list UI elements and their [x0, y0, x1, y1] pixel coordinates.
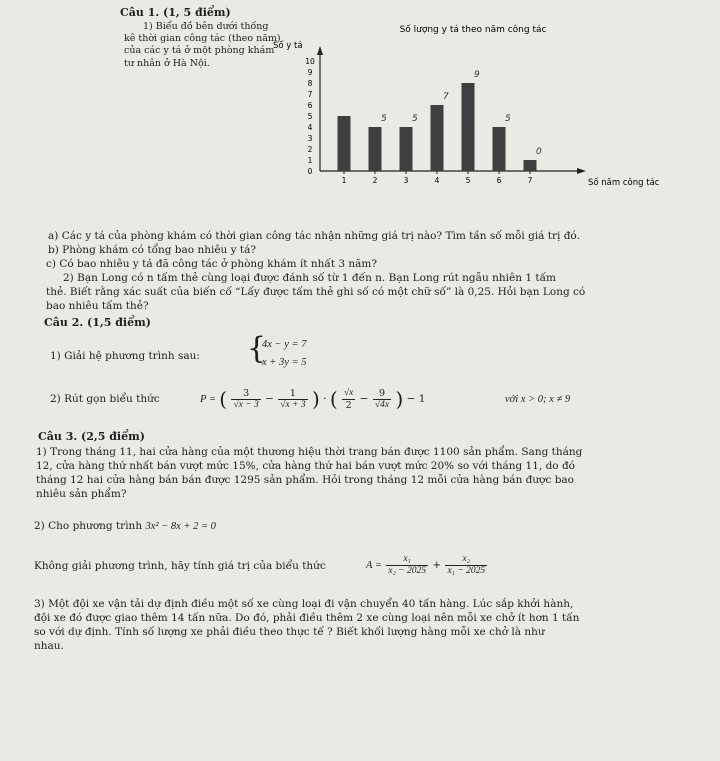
q3-heading: Câu 3. (2,5 điểm)	[38, 430, 145, 443]
q1-p1-line-2: kê thời gian công tác (theo năm)	[124, 33, 281, 44]
minus-sign-2: −	[359, 393, 369, 405]
expression-P	[200, 381, 425, 418]
chart-xlabel: Số năm công tác	[588, 178, 660, 188]
paren-close-2: )	[395, 387, 404, 411]
bar	[431, 105, 444, 171]
q2-p2: 2) Rút gọn biểu thức	[50, 393, 160, 405]
q3-p3-line-2: đội xe đó được giao thêm 14 tấn nữa. Do đó, phải điều thêm 2 xe cùng loại nên mỗi xe chở ít hơn 1 tấn	[34, 612, 580, 624]
fraction-2-den: √x + 3	[280, 399, 306, 410]
paren-open-1: (	[219, 387, 228, 411]
paren-open-2: (	[329, 387, 338, 411]
fraction-a2-num: x₂	[445, 554, 487, 566]
q3-p2-label: 2) Cho phương trình	[34, 520, 143, 532]
x-tick-label: 7	[527, 176, 533, 185]
x-axis-arrow	[577, 168, 586, 174]
tail-term: − 1	[406, 393, 426, 405]
y-axis-arrow	[317, 46, 323, 55]
y-tick-label: 0	[307, 167, 313, 176]
q2-condition: với x > 0; x ≠ 9	[505, 394, 571, 405]
q1-p2-line-1: 2) Bạn Long có n tấm thẻ cùng loại được đánh số từ 1 đến n. Bạn Long rút ngẫu nhiên 1 tấm	[63, 272, 556, 284]
dot-sign: ·	[323, 393, 327, 405]
q3-p2b: Không giải phương trình, hãy tính giá trị của biểu thức	[34, 560, 326, 572]
bar-annotation: 7	[443, 92, 449, 102]
fraction-1-num: 3	[231, 388, 260, 400]
plus-sign: +	[432, 559, 442, 571]
bar	[493, 127, 506, 171]
fraction-a2-den: x₁ − 2025	[447, 565, 486, 576]
y-tick-label: 7	[307, 90, 313, 99]
q3-p3-line-1: 3) Một đội xe vận tải dự định điều một số xe cùng loại đi vận chuyển 40 tấn hàng. Lúc sắp khởi hành,	[34, 598, 574, 610]
x-tick-label: 3	[403, 176, 409, 185]
fraction-a2	[445, 554, 487, 577]
system-eq-2: x + 3y = 5	[262, 357, 307, 368]
q1-p1-line-4: tư nhân ở Hà Nội.	[124, 58, 210, 69]
y-tick-label: 1	[307, 156, 313, 165]
bar	[400, 127, 413, 171]
y-tick-label: 9	[307, 68, 313, 77]
fraction-3	[342, 388, 355, 411]
q1-part-a: a) Các y tá của phòng khám có thời gian công tác nhận những giá trị nào? Tìm tần số mỗi giá trị đó.	[48, 230, 580, 242]
q3-p1-line-4: nhiêu sản phẩm?	[36, 488, 127, 500]
q3-p1-line-3: tháng 12 hai cửa hàng bán bán được 1295 sản phẩm. Hỏi trong tháng 12 mỗi cửa hàng bán được bao	[36, 474, 574, 486]
q3-p3-line-3: so với dự định. Tính số lượng xe phải điều theo thực tế ? Biết khối lượng hàng mỗi xe chở là như	[34, 626, 545, 638]
x-tick-label: 6	[496, 176, 502, 185]
p-lhs: P =	[200, 394, 216, 405]
x-tick-label: 4	[434, 176, 440, 185]
q1-part-b: b) Phòng khám có tổng bao nhiêu y tá?	[48, 244, 257, 256]
x-tick-label: 5	[465, 176, 471, 185]
bar	[462, 83, 475, 171]
x-tick-label: 1	[341, 176, 347, 185]
fraction-a1-den: x₂ − 2025	[388, 565, 426, 576]
chart-title: Số lượng y tá theo năm công tác	[399, 25, 547, 35]
fraction-4-num: 9	[373, 388, 391, 400]
q1-p2-line-2: thẻ. Biết rằng xác suất của biến cố “Lấy được tấm thẻ ghi số có một chữ số” là 0,25. Hỏi bạn Long có	[46, 286, 586, 298]
fraction-3-den: 2	[345, 399, 352, 411]
chart-ylabel: Số y tá	[273, 41, 303, 51]
nurse-years-bar-chart	[268, 18, 660, 214]
q2-p1: 1) Giải hệ phương trình sau:	[50, 350, 200, 362]
expression-A	[366, 550, 488, 581]
bar-annotation: 5	[381, 114, 387, 124]
paren-close-1: )	[311, 387, 320, 411]
minus-sign-1: −	[265, 393, 274, 405]
q3-p2	[34, 520, 216, 533]
y-tick-label: 8	[307, 79, 313, 88]
y-tick-label: 2	[307, 145, 313, 154]
bar	[338, 116, 351, 171]
bar-annotation: 9	[474, 70, 480, 80]
system-eq-1: 4x − y = 7	[262, 339, 307, 350]
q3-equation: 3x² − 8x + 2 = 0	[145, 521, 216, 532]
q1-part-c: c) Có bao nhiêu y tá đã công tác ở phòng khám ít nhất 3 năm?	[46, 258, 377, 270]
bar	[369, 127, 382, 171]
fraction-2-num: 1	[278, 388, 307, 400]
x-tick-label: 2	[372, 176, 378, 185]
fraction-4	[373, 388, 391, 411]
fraction-2	[278, 388, 307, 411]
bar	[524, 160, 537, 171]
y-tick-label: 4	[307, 123, 313, 132]
q1-p1-line-3: của các y tá ở một phòng khám	[124, 45, 275, 56]
q3-p1-line-1: 1) Trong tháng 11, hai cửa hàng của một thương hiệu thời trang bán được 1100 sản phẩm. Sang tháng	[36, 446, 583, 458]
q1-heading: Câu 1. (1, 5 điểm)	[120, 6, 231, 19]
q3-p3-line-4: nhau.	[34, 640, 64, 652]
system-brace: {	[247, 331, 267, 366]
bar-annotation: 0	[536, 147, 542, 157]
q3-p1-line-2: 12, cửa hàng thứ nhất bán vượt mức 15%, cửa hàng thứ hai bán vượt mức 20% so với tháng 11, do đó	[36, 460, 575, 472]
fraction-3-num: √x	[343, 387, 354, 398]
fraction-4-den: √4x	[374, 399, 390, 410]
y-tick-label: 3	[307, 134, 313, 143]
q1-p2-line-3: bao nhiêu tấm thẻ?	[46, 300, 149, 312]
fraction-1-den: √x − 3	[233, 399, 259, 410]
fraction-1	[231, 388, 260, 411]
y-tick-label: 6	[307, 101, 313, 110]
bar-annotation: 5	[505, 114, 511, 124]
a-lhs: A =	[366, 560, 382, 571]
q2-heading: Câu 2. (1,5 điểm)	[44, 316, 151, 329]
fraction-a1-num: x₁	[386, 554, 428, 566]
fraction-a1	[386, 554, 428, 577]
bar-annotation: 5	[412, 114, 418, 124]
y-tick-label: 5	[307, 112, 313, 121]
q1-p1-line-1: 1) Biểu đồ bên dưới thống	[143, 21, 269, 32]
y-tick-label: 10	[305, 57, 315, 66]
